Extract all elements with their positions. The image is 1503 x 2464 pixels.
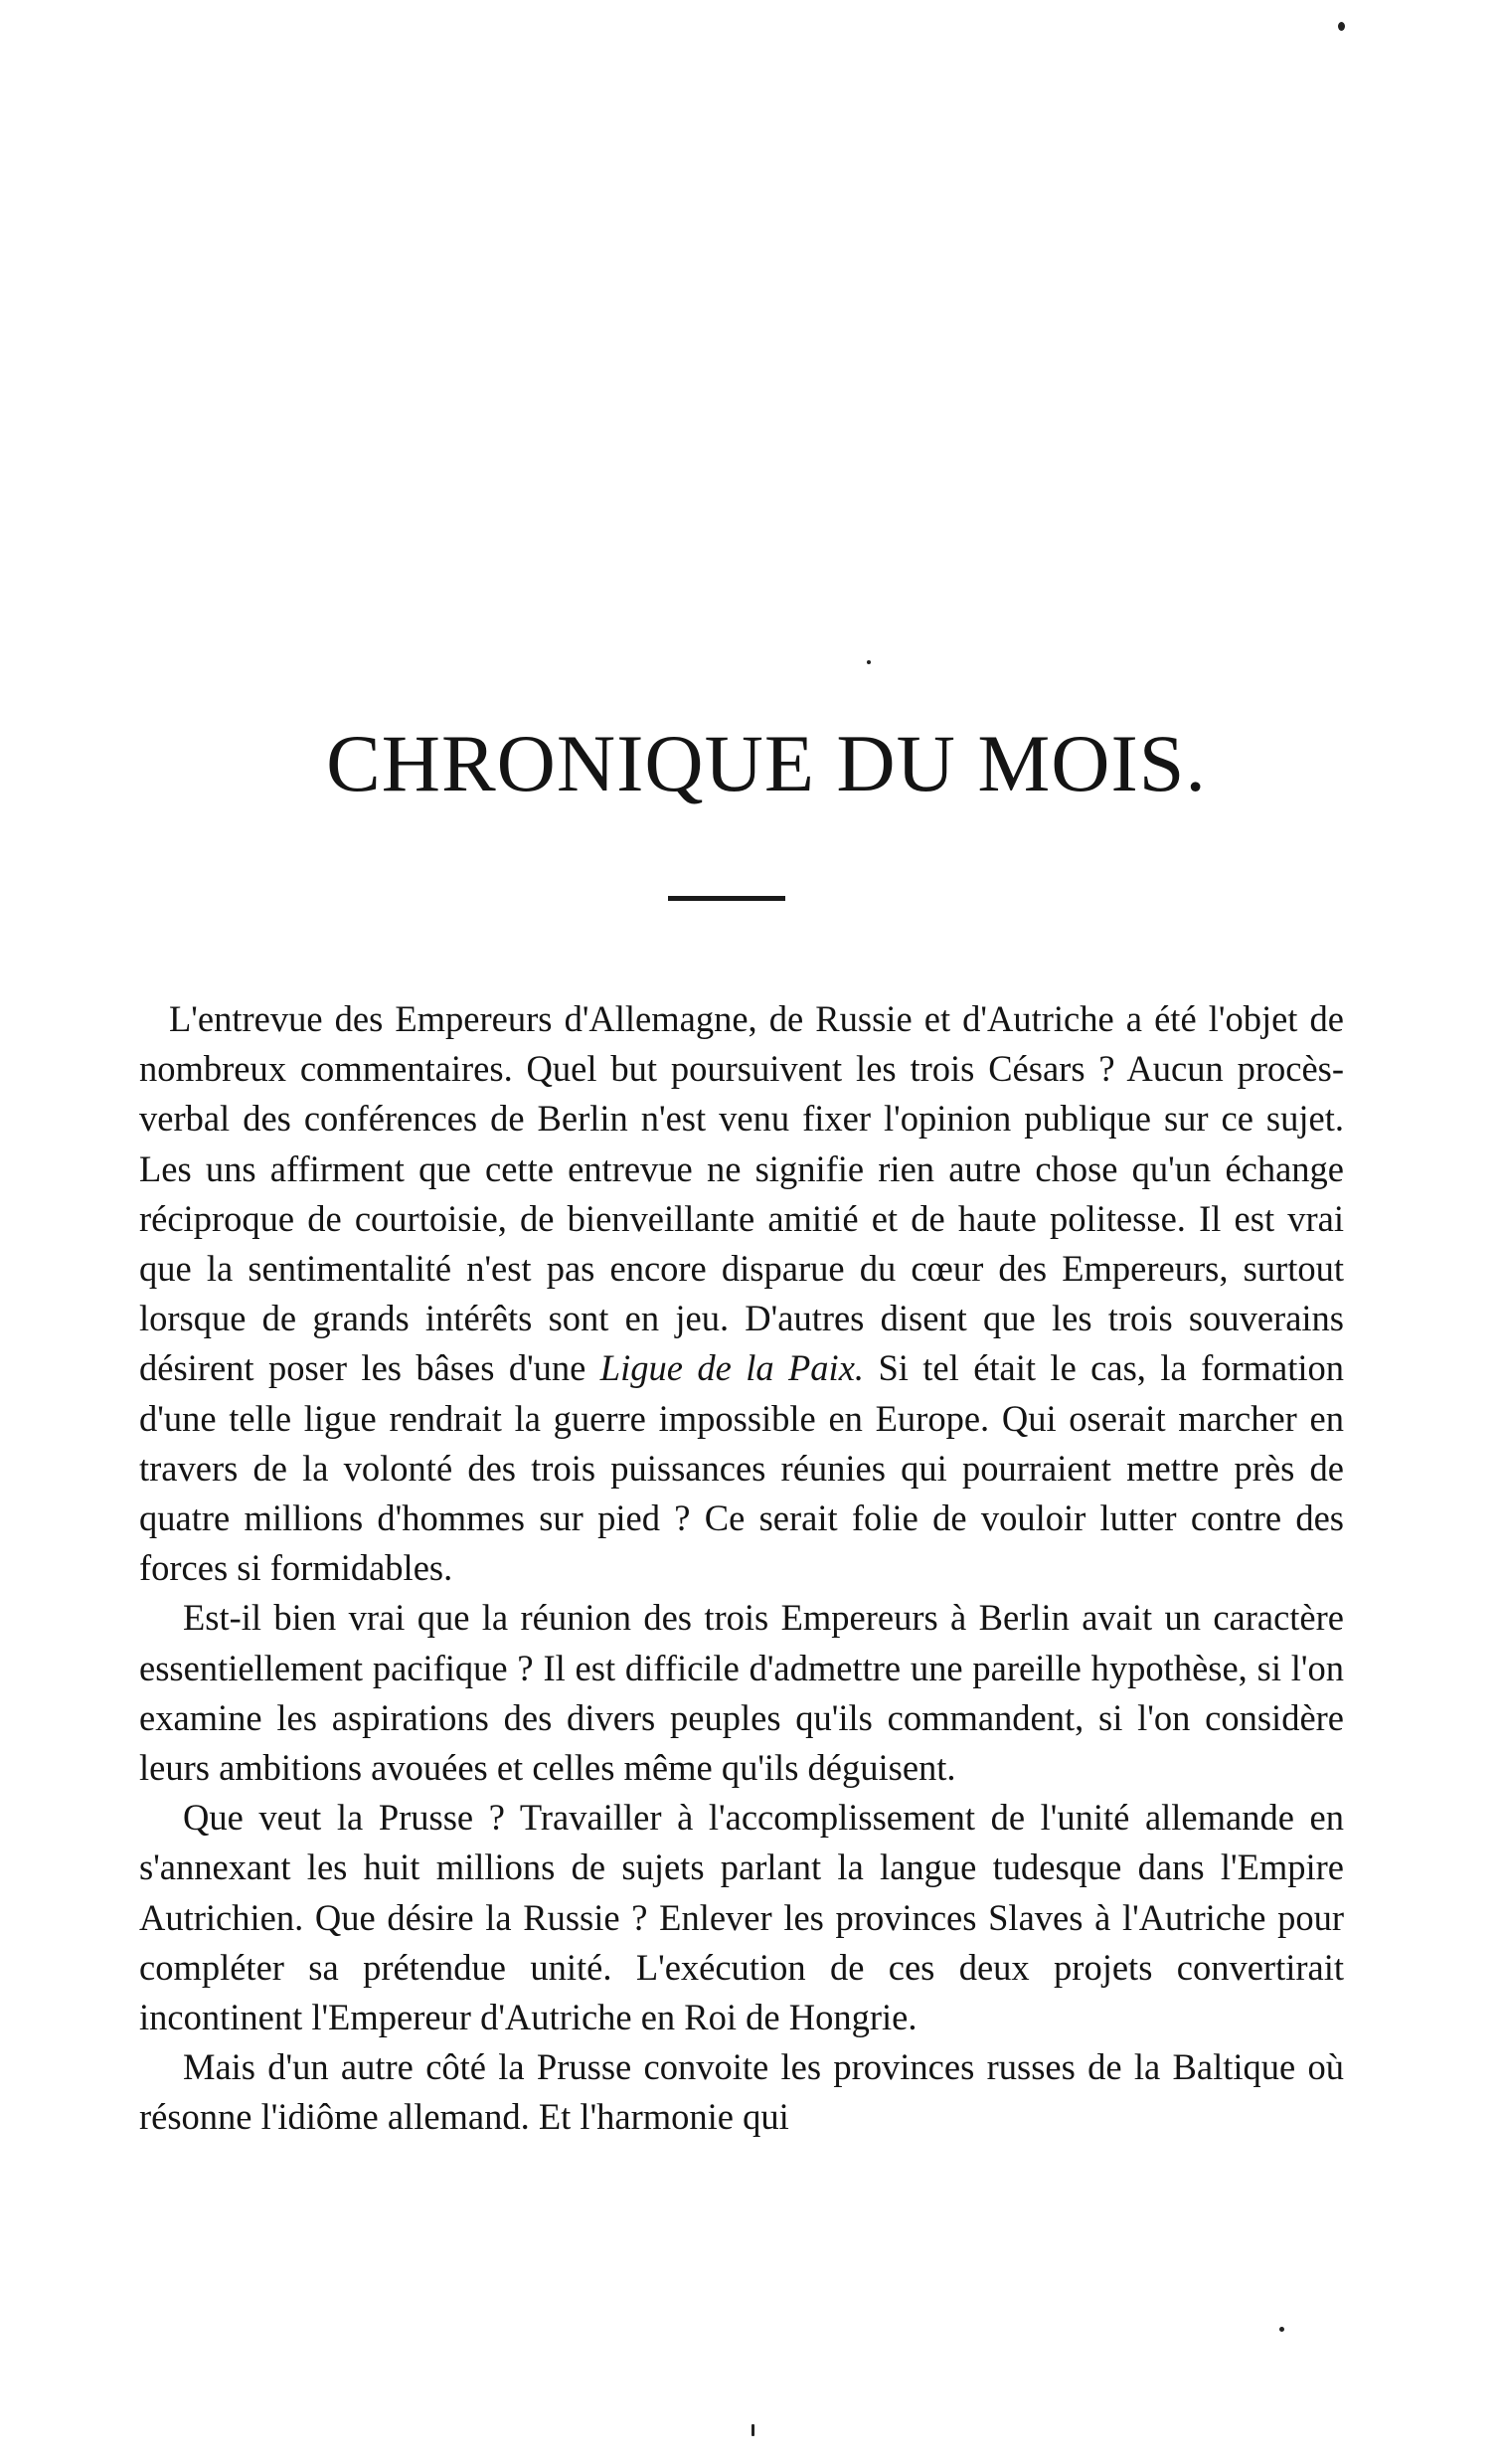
paragraph-2: Est-il bien vrai que la réunion des trois Empereurs à Berlin avait un caractère essentiellement pacifique ? Il est difficile d'admettre une pareille hypothèse, si l'on examine les aspirations des divers peuples qu'ils commandent, si l'on considère leurs ambitions avouées et celles même qu'ils déguisent. — [139, 1597, 1344, 1789]
paragraph-3: Que veut la Prusse ? Travailler à l'accomplissement de l'unité allemande en s'annexant les huit millions de sujets parlant la langue tudesque dans l'Empire Autrichien. Que désire la Russie ? Enlever les provinces Slaves à l'Autriche pour compléter sa prétendue unité. L'exécution de ces deux projets convertirait incontinent l'Empereur d'Autriche en Roi de Hongrie. — [139, 1797, 1344, 2038]
scan-speck — [1279, 2327, 1284, 2332]
scan-speck — [1338, 22, 1345, 31]
paragraph-1-text-a: L'entrevue des Empereurs d'Allemagne, de Russie et d'Autriche a été l'objet de nombreux commentaires. Quel but poursuivent les trois Césars ? Aucun procès-verbal des conférences de Berlin n'est venu fixer l'opinion publique sur ce sujet. Les uns affirment que cette entrevue ne signifie rien autre chose qu'un échange réciproque de courtoisie, de bienveillante amitié et de haute politesse. Il est vrai que la sentimentalité n'est pas encore disparue du cœur des Empereurs, surtout lorsque de grands intérêts sont en jeu. D'autres disent que les trois souverains désirent poser les bâses d'une — [139, 998, 1344, 1389]
paragraph-4: Mais d'un autre côté la Prusse convoite les provinces russes de la Baltique où résonne l'idiôme allemand. Et l'harmonie qui — [139, 2046, 1344, 2138]
scan-speck — [867, 660, 871, 664]
scan-speck — [752, 2424, 754, 2436]
paragraph-1-italic: Ligue de la Paix. — [599, 1347, 865, 1389]
article-body — [139, 994, 1344, 2143]
page-title: CHRONIQUE DU MOIS. — [326, 718, 1207, 808]
paragraph-1-text-b: Si tel était le cas, la formation d'une telle ligue rendrait la guerre impossible en Europe. Qui oserait marcher en travers de la volonté des trois puissances réunies qui pourraient mettre près de quatre millions d'hommes sur pied ? Ce serait folie de vouloir lutter contre des forces si formidables. — [139, 1347, 1345, 1589]
paragraph-1 — [139, 994, 1344, 1593]
title-divider — [668, 896, 785, 901]
